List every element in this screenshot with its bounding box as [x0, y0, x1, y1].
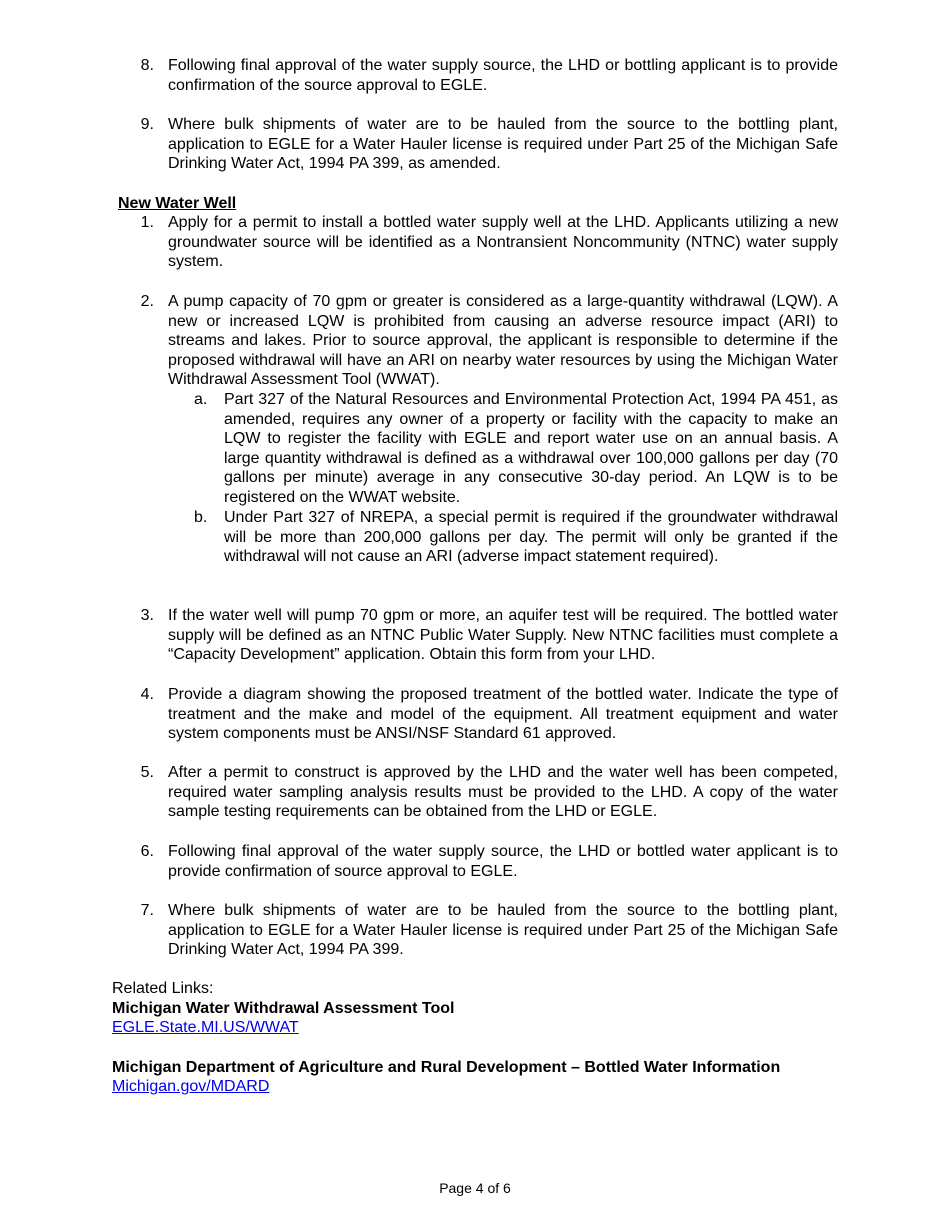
- list-number: 2.: [140, 293, 154, 310]
- list-number: 4.: [140, 686, 154, 703]
- list-item-text: After a permit to construct is approved by the LHD and the water well has been competed, required water sampling analysis results must be provided to the LHD. A copy of the water sample testing requirements can be obtained from the LHD or EGLE.: [168, 764, 838, 821]
- page-number: Page 4 of 6: [439, 1180, 511, 1196]
- list-number: 6.: [140, 843, 154, 860]
- list-number: 5.: [140, 764, 154, 781]
- sublist-item-text: Part 327 of the Natural Resources and Environmental Protection Act, 1994 PA 451, as amended, requires any owner of a property or facility with the capacity to make an LQW to register the facility with EGLE and report water use on an annual basis. A large quantity withdrawal is defined as a withdrawal over 100,000 gallons per day (70 gallons per minute) average in any consecutive 30-day period. An LQW is to be registered on the WWAT website.: [224, 391, 838, 506]
- list-item-text: A pump capacity of 70 gpm or greater is considered as a large-quantity withdrawal (LQW). A new or increased LQW is prohibited from causing an adverse resource impact (ARI) to streams and lakes. Prior to source approval, the applicant is responsible to determine if the proposed withdrawal will have an ARI on nearby water resources by using the Michigan Water Withdrawal Assessment Tool (WWAT).: [168, 293, 838, 389]
- list-number: 8.: [140, 57, 154, 74]
- list-item-text: Where bulk shipments of water are to be hauled from the source to the bottling plant, application to EGLE for a Water Hauler license is required under Part 25 of the Michigan Safe Drinking Water Act, 1994 PA 399, as amended.: [168, 116, 838, 173]
- related-link-title: Michigan Water Withdrawal Assessment Tool: [112, 1000, 455, 1017]
- sublist-item-text: Under Part 327 of NREPA, a special permit is required if the groundwater withdrawal will be more than 200,000 gallons per day. The permit will only be granted if the withdrawal will not cause an ARI (adverse impact statement required).: [224, 509, 838, 566]
- list-item-text: Where bulk shipments of water are to be hauled from the source to the bottling plant, application to EGLE for a Water Hauler license is required under Part 25 of the Michigan Safe Drinking Water Act, 1994 PA 399.: [168, 902, 838, 959]
- sublist-label: b.: [194, 509, 208, 526]
- wwat-link[interactable]: EGLE.State.MI.US/WWAT: [112, 1019, 299, 1036]
- list-item-text: Following final approval of the water supply source, the LHD or bottling applicant is to provide confirmation of the source approval to EGLE.: [168, 57, 838, 94]
- list-number: 1.: [140, 214, 154, 231]
- list-item-text: Apply for a permit to install a bottled water supply well at the LHD. Applicants utilizing a new groundwater source will be identified as a Nontransient Noncommunity (NTNC) water supply system.: [168, 214, 838, 271]
- section-heading: New Water Well: [118, 195, 237, 212]
- sublist-label: a.: [194, 391, 208, 408]
- list-item-text: If the water well will pump 70 gpm or more, an aquifer test will be required. The bottled water supply will be defined as an NTNC Public Water Supply. New NTNC facilities must complete a “Capacity Development” application. Obtain this form from your LHD.: [168, 607, 838, 664]
- list-item-text: Following final approval of the water supply source, the LHD or bottled water applicant is to provide confirmation of source approval to EGLE.: [168, 843, 838, 880]
- related-link-title: Michigan Department of Agriculture and Rural Development – Bottled Water Information: [112, 1059, 781, 1076]
- mdard-link[interactable]: Michigan.gov/MDARD: [112, 1078, 270, 1095]
- list-item-text: Provide a diagram showing the proposed treatment of the bottled water. Indicate the type of treatment and the make and model of the equipment. All treatment equipment and water system components must be ANSI/NSF Standard 61 approved.: [168, 686, 838, 743]
- list-number: 3.: [140, 607, 154, 624]
- list-number: 9.: [140, 116, 154, 133]
- related-links-label: Related Links:: [112, 980, 214, 997]
- list-number: 7.: [140, 902, 154, 919]
